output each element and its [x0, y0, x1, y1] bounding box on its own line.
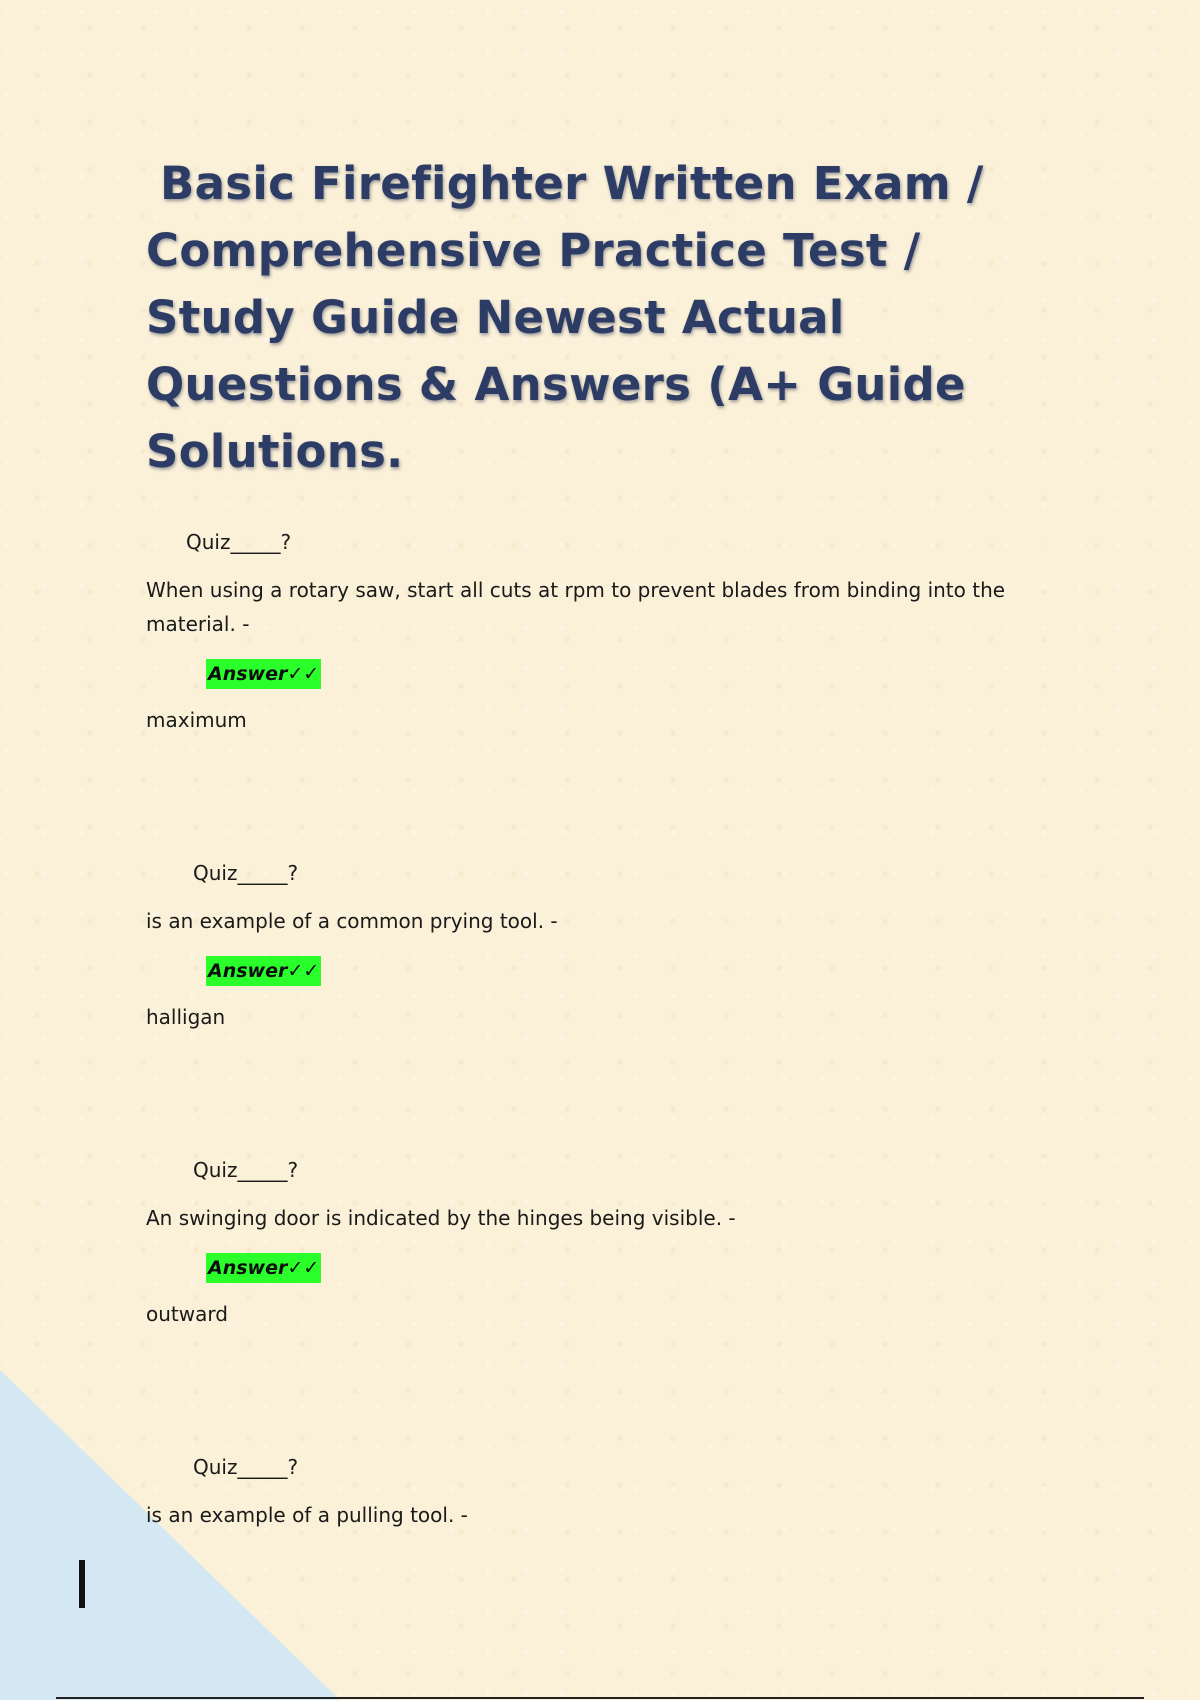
title-line: Study Guide Newest Actual	[146, 291, 845, 344]
corner-decoration	[0, 1370, 340, 1700]
question-text: is an example of a common prying tool. -	[146, 909, 558, 933]
qa-item-1	[146, 527, 1026, 735]
document-title	[146, 150, 1046, 485]
answer-label: Answer✓✓	[206, 956, 321, 986]
title-line: Comprehensive Practice Test /	[146, 224, 921, 277]
answer-label: Answer✓✓	[206, 1253, 321, 1283]
title-line: Solutions.	[146, 425, 404, 478]
quiz-label: Quiz_____?	[193, 1158, 299, 1182]
question-text: When using a rotary saw, start all cuts at rpm to prevent blades from binding into the material. -	[146, 578, 1006, 636]
qa-item-2	[146, 858, 1026, 1032]
corner-mark	[79, 1560, 85, 1608]
qa-item-4	[146, 1452, 1026, 1532]
quiz-label: Quiz_____?	[186, 530, 292, 554]
question-text: is an example of a pulling tool. -	[146, 1503, 468, 1527]
title-line: Questions & Answers (A+ Guide	[146, 358, 966, 411]
answer-label: Answer✓✓	[206, 659, 321, 689]
question-text: An swinging door is indicated by the hinges being visible. -	[146, 1206, 736, 1230]
answer-text: outward	[146, 1302, 228, 1326]
answer-text: halligan	[146, 1005, 226, 1029]
quiz-label: Quiz_____?	[193, 861, 299, 885]
quiz-label: Quiz_____?	[193, 1455, 299, 1479]
bottom-rule	[56, 1697, 1144, 1699]
answer-text: maximum	[146, 708, 247, 732]
title-line: Basic Firefighter Written Exam /	[160, 157, 984, 210]
qa-item-3	[146, 1155, 1026, 1329]
